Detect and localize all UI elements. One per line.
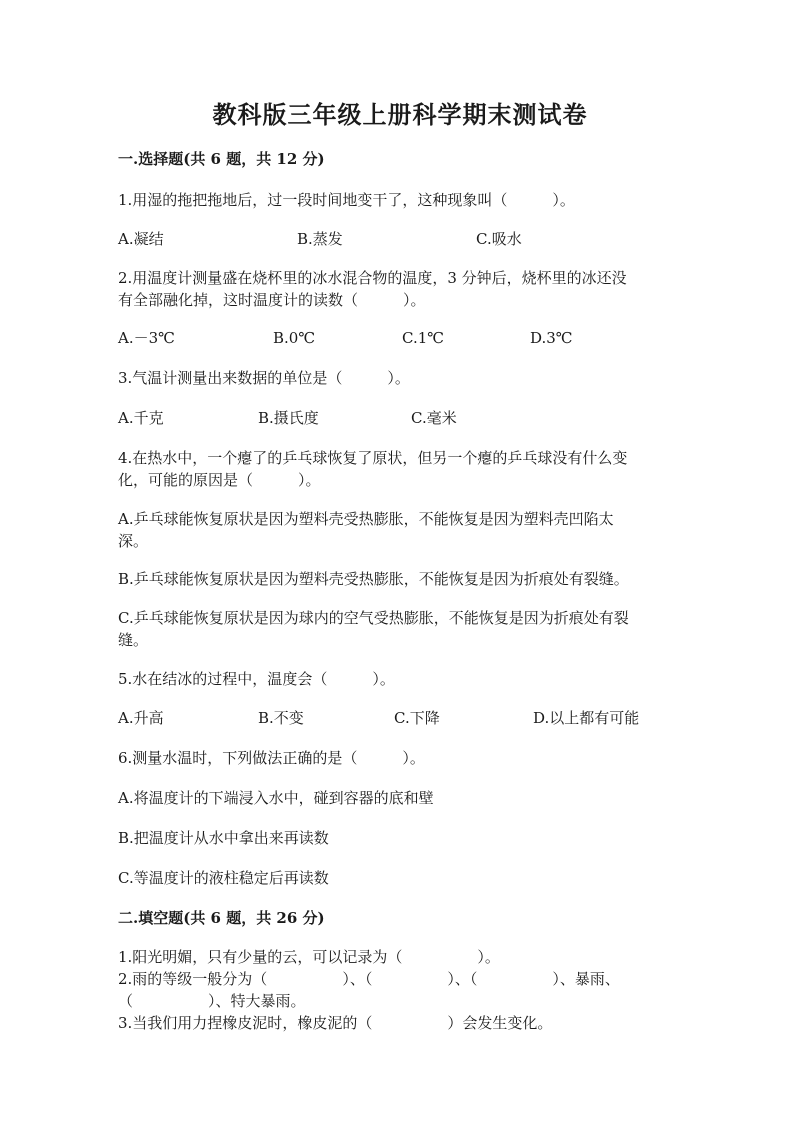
question-1-stem: 1.用湿的拖把拖地后，过一段时间地变干了，这种现象叫（ ）。 <box>118 191 575 209</box>
question-3-stem: 3.气温计测量出来数据的单位是（ ）。 <box>118 369 410 387</box>
question-2-stem-line2: 有全部融化掉，这时温度计的读数（ ）。 <box>118 291 426 309</box>
question-4-option-b: B.乒乓球能恢复原状是因为塑料壳受热膨胀，不能恢复是因为折痕处有裂缝。 <box>118 570 629 588</box>
question-6-option-c: C.等温度计的液柱稳定后再读数 <box>118 869 329 887</box>
question-5-stem: 5.水在结冰的过程中，温度会（ ）。 <box>118 670 395 688</box>
question-3-option-b: B.摄氏度 <box>258 409 319 427</box>
section-heading-fill-blank: 二.填空题(共 6 题，共 26 分) <box>118 909 325 927</box>
question-1-option-c: C.吸水 <box>476 230 522 248</box>
question-5-option-c: C.下降 <box>394 709 440 727</box>
fill-question-2-line2: （ ）、特大暴雨。 <box>118 992 306 1010</box>
page-title: 教科版三年级上册科学期末测试卷 <box>212 100 588 129</box>
fill-question-3: 3.当我们用力捏橡皮泥时，橡皮泥的（ ）会发生变化。 <box>118 1014 553 1032</box>
question-4-option-a-line1: A.乒乓球能恢复原状是因为塑料壳受热膨胀，不能恢复是因为塑料壳凹陷太 <box>118 510 614 528</box>
question-2-option-b: B.0℃ <box>273 329 316 347</box>
fill-question-1: 1.阳光明媚，只有少量的云，可以记录为（ ）。 <box>118 948 500 966</box>
question-2-option-c: C.1℃ <box>402 329 445 347</box>
question-2-stem-line1: 2.用温度计测量盛在烧杯里的冰水混合物的温度，3 分钟后，烧杯里的冰还没 <box>118 269 627 287</box>
question-4-option-c-line1: C.乒乓球能恢复原状是因为球内的空气受热膨胀，不能恢复是因为折痕处有裂 <box>118 609 629 627</box>
fill-question-2-line1: 2.雨的等级一般分为（ ）、（ ）、（ ）、暴雨、 <box>118 970 620 988</box>
question-6-option-b: B.把温度计从水中拿出来再读数 <box>118 829 329 847</box>
question-6-stem: 6.测量水温时，下列做法正确的是（ ）。 <box>118 749 425 767</box>
question-3-option-c: C.毫米 <box>411 409 457 427</box>
question-4-option-a-line2: 深。 <box>118 532 149 550</box>
question-1-option-b: B.蒸发 <box>297 230 343 248</box>
question-1-option-a: A.凝结 <box>118 230 164 248</box>
question-6-option-a: A.将温度计的下端浸入水中，碰到容器的底和壁 <box>118 789 434 807</box>
question-4-option-c-line2: 缝。 <box>118 631 149 649</box>
question-5-option-b: B.不变 <box>258 709 304 727</box>
question-3-option-a: A.千克 <box>118 409 164 427</box>
question-4-stem-line1: 4.在热水中，一个瘪了的乒乓球恢复了原状，但另一个瘪的乒乓球没有什么变 <box>118 449 628 467</box>
question-2-option-d: D.3℃ <box>530 329 573 347</box>
question-4-stem-line2: 化，可能的原因是（ ）。 <box>118 471 321 489</box>
question-5-option-d: D.以上都有可能 <box>533 709 640 727</box>
question-5-option-a: A.升高 <box>118 709 164 727</box>
section-heading-choice: 一.选择题(共 6 题，共 12 分) <box>118 150 325 168</box>
question-2-option-a: A.－3℃ <box>118 329 175 347</box>
